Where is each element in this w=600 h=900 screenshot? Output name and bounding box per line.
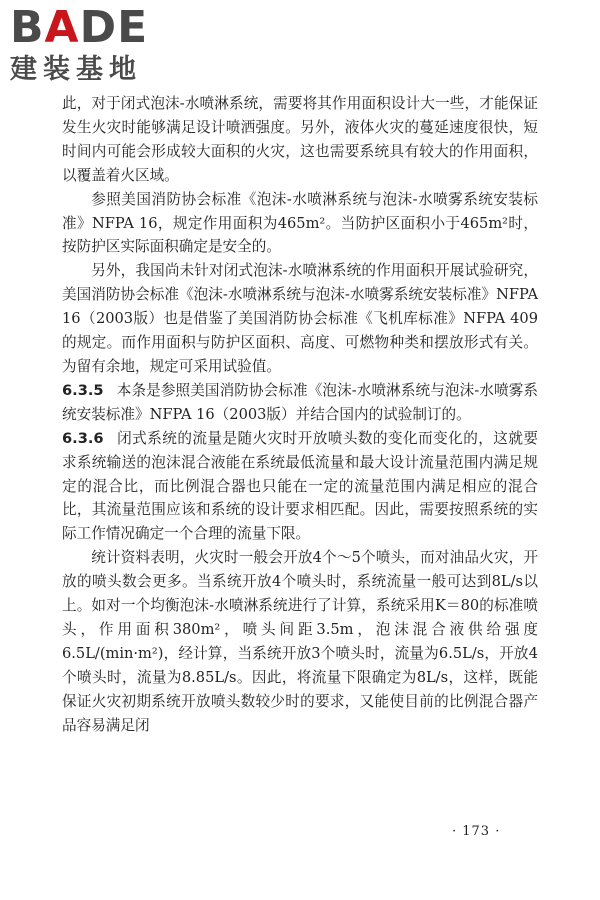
clause-6-3-6 <box>62 427 538 547</box>
paragraph-test-research: 另外，我国尚未针对闭式泡沫-水喷淋系统的作用面积开展试验研究，美国消防协会标准《泡沫-水喷淋系统与泡沫-水喷雾系统安装标准》NFPA 16（2003版）也是借鉴了美国消防协会标准《飞机库标准》NFPA 409的规定。而作用面积与防护区面积、高度、可燃物种类和摆放形式有关。为留有余地，规定可采用试验值。 <box>62 262 538 375</box>
logo-letters-de: DE <box>79 2 149 53</box>
logo-subtitle: 建装基地 <box>10 54 142 85</box>
page-body <box>62 92 538 737</box>
clause-number: 6.3.6 <box>62 429 104 447</box>
logo-letter-b: B <box>10 2 45 53</box>
clause-6-3-5 <box>62 379 538 427</box>
clause-text: 闭式系统的流量是随火灾时开放喷头数的变化而变化的，这就要求系统输送的泡沫混合液能在系统最低流量和最大设计流量范围内满足规定的混合比，而比例混合器也只能在一定的流量范围内满足相应的混合比，其流量范围应该和系统的设计要求相匹配。因此，需要按照系统的实际工作情况确定一个合理的流量下限。 <box>62 429 538 543</box>
paragraph-continuation: 此，对于闭式泡沫-水喷淋系统，需要将其作用面积设计大一些，才能保证发生火灾时能够满足设计喷洒强度。另外，液体火灾的蔓延速度很快，短时间内可能会形成较大面积的火灾，这也需要系统具有较大的作用面积，以覆盖着火区域。 <box>62 95 538 184</box>
logo-letter-a-accent: A <box>44 2 80 53</box>
paragraph-statistics: 统计资料表明，火灾时一般会开放4个～5个喷头，而对油品火灾，开放的喷头数会更多。当系统开放4个喷头时，系统流量一般可达到8L/s以上。如对一个均衡泡沫-水喷淋系统进行了计算，系统采用K＝80的标准喷头，作用面积380m²，喷头间距3.5m，泡沫混合液供给强度6.5L/(min·m²)，经计算，当系统开放3个喷头时，流量为6.5L/s，开放4个喷头时，流量为8.85L/s。因此，将流量下限确定为8L/s，这样，既能保证火灾初期系统开放喷头数较少时的要求，又能使目前的比例混合器产品容易满足闭 <box>62 549 538 734</box>
paragraph-nfpa-area: 参照美国消防协会标准《泡沫-水喷淋系统与泡沫-水喷雾系统安装标准》NFPA 16，规定作用面积为465m²。当防护区面积小于465m²时，按防护区实际面积确定是安全的。 <box>62 190 538 256</box>
page-number: · 173 · <box>452 824 501 839</box>
clause-text: 本条是参照美国消防协会标准《泡沫-水喷淋系统与泡沫-水喷雾系统安装标准》NFPA 16（2003版）并结合国内的试验制订的。 <box>62 381 538 423</box>
clause-number: 6.3.5 <box>62 381 104 399</box>
logo-wordmark <box>10 2 180 53</box>
bade-logo <box>10 2 180 88</box>
